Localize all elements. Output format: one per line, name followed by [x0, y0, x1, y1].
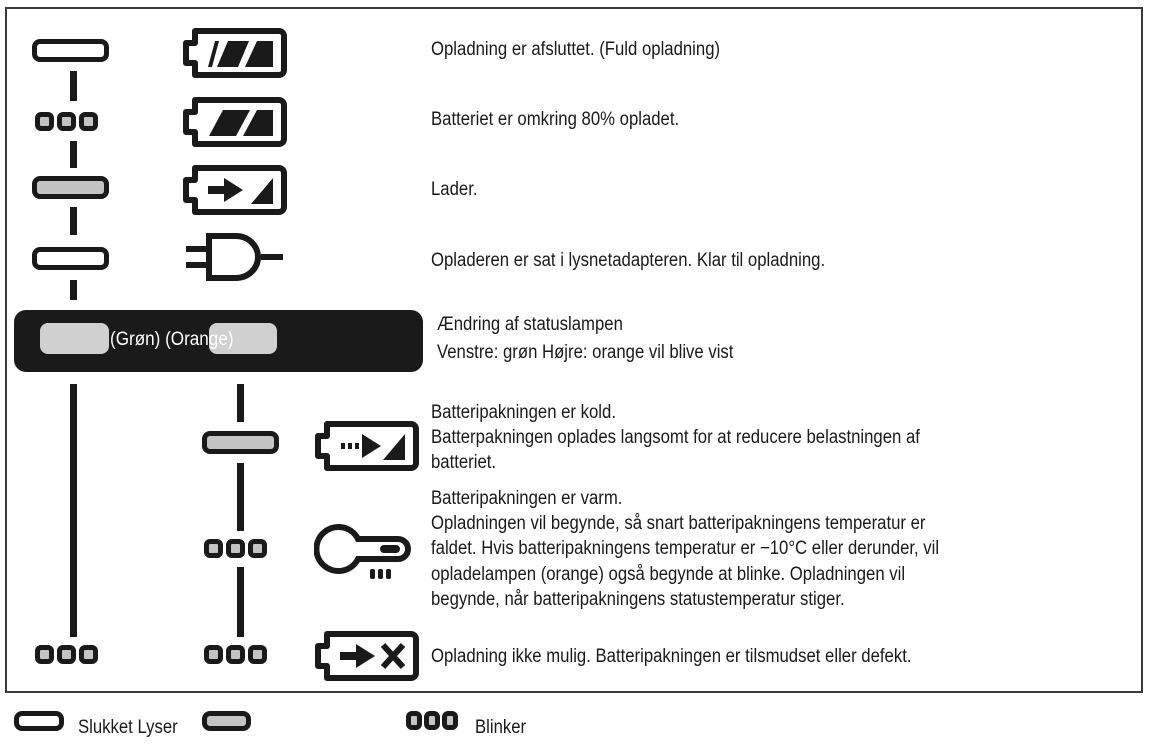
orange-label-prefix: (O: [165, 329, 185, 350]
battery-full-icon: [181, 25, 287, 81]
led-blink-indicator: [35, 112, 98, 131]
green-swatch: [40, 323, 109, 354]
orange-label-suffix: range): [184, 329, 234, 350]
warm-line-5: begynde, når batteripakningens statustemperatur stiger.: [431, 589, 845, 610]
battery-slow-charge-icon: [313, 418, 419, 474]
error-line: Opladning ikke mulig. Batteripakningen er tilsmudset eller defekt.: [431, 646, 912, 667]
connector-line: [70, 280, 77, 300]
legend-on-label: Lyser: [137, 717, 178, 738]
led-on-indicator: [202, 431, 279, 454]
connector-line: [237, 567, 244, 637]
warm-line-3: faldet. Hvis batteripakningens temperatur er −10°C eller derunder, vil: [431, 538, 940, 559]
row-text-full: Opladning er afsluttet. (Fuld opladning): [431, 39, 721, 60]
led-on-indicator: [32, 176, 109, 199]
connector-line: [70, 141, 77, 168]
led-off-indicator: [32, 247, 109, 270]
warm-line-4: opladelampen (orange) også begynde at blinke. Opladningen vil: [431, 564, 906, 585]
row-text-charging: Lader.: [431, 179, 478, 200]
legend-off-icon: [14, 711, 64, 731]
warm-line-1: Batteripakningen er varm.: [431, 488, 623, 509]
connector-line: [70, 207, 77, 235]
legend-on-icon: [202, 711, 251, 731]
row-text-ready: Opladeren er sat i lysnetadapteren. Klar til opladning.: [431, 250, 826, 271]
cold-line-2: Batterpakningen oplades langsomt for at reducere belastningen af: [431, 427, 920, 448]
thermometer-icon: [314, 523, 412, 585]
cold-line-3: batteriet.: [431, 452, 497, 473]
plug-icon: [184, 232, 288, 284]
status-lamp-change-banner: [14, 310, 423, 372]
row-text-80: Batteriet er omkring 80% opladet.: [431, 109, 680, 130]
legend-blink-label: Blinker: [475, 717, 527, 738]
cold-line-1: Batteripakningen er kold.: [431, 402, 616, 423]
green-label: (Grøn): [110, 329, 161, 350]
banner-title: Ændring af statuslampen: [437, 314, 623, 335]
led-blink-indicator: [35, 645, 98, 664]
led-blink-indicator: [204, 539, 267, 558]
connector-line: [70, 384, 77, 637]
led-blink-indicator: [204, 645, 267, 664]
connector-line: [70, 71, 77, 101]
legend-blink-icon: [406, 711, 458, 730]
battery-80-icon: [181, 94, 287, 150]
warm-line-2: Opladningen vil begynde, så snart batteripakningens temperatur er: [431, 513, 926, 534]
banner-label: [110, 328, 234, 352]
battery-error-icon: [313, 628, 419, 684]
connector-line: [237, 384, 244, 422]
banner-subtitle: Venstre: grøn Højre: orange vil blive vist: [437, 342, 734, 363]
connector-line: [237, 463, 244, 531]
battery-charging-icon: [181, 162, 287, 218]
legend-off-label: Slukket Lyser: [78, 717, 178, 738]
led-off-indicator: [32, 39, 109, 62]
